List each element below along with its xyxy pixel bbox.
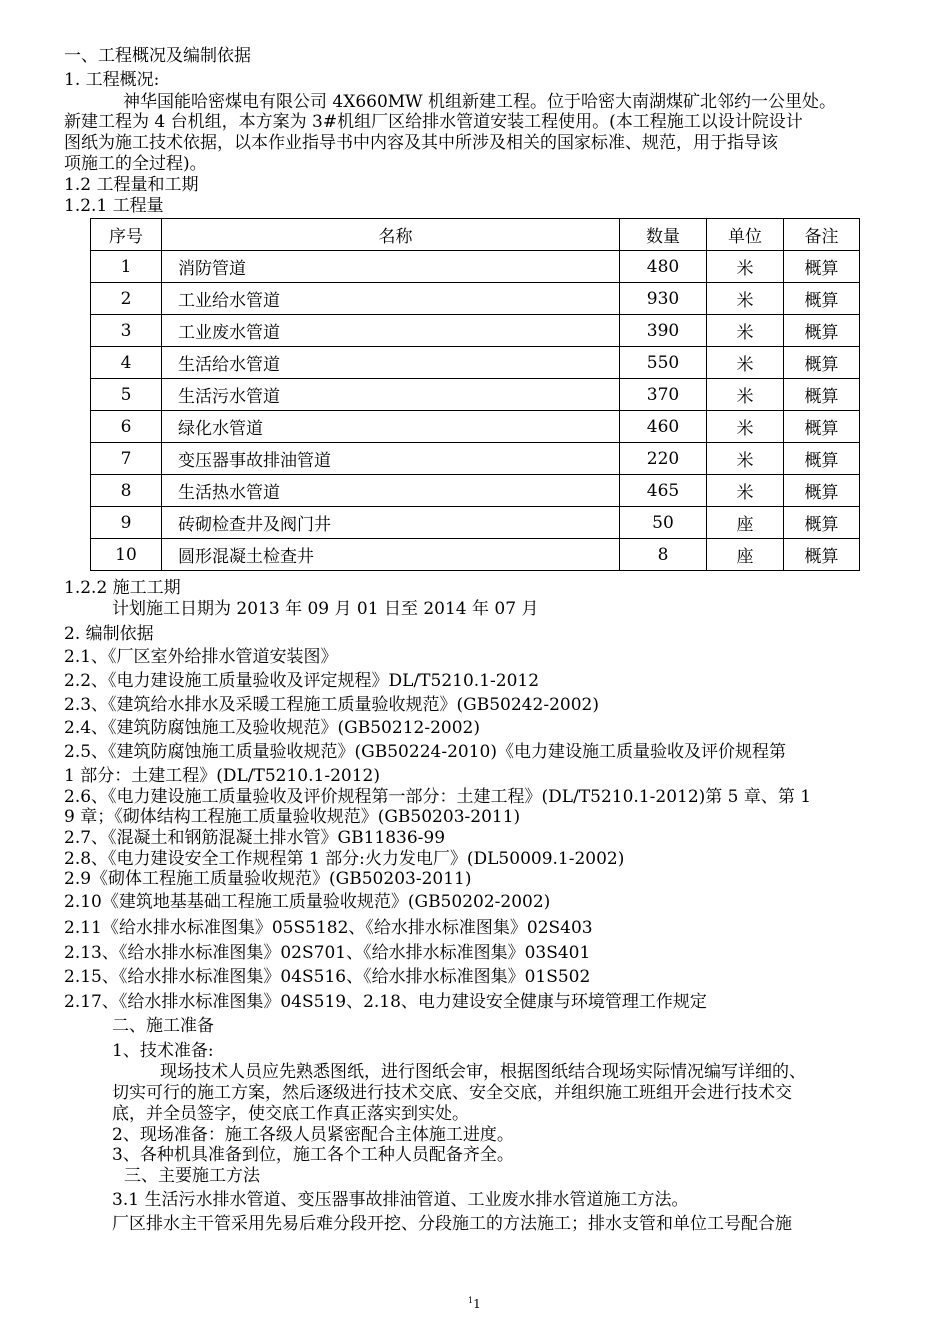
overview-line: 神华国能哈密煤电有限公司 4X660MW 机组新建工程。位于哈密大南湖煤矿北邻约一公里处。 <box>123 92 837 112</box>
cell-no: 4 <box>91 347 162 379</box>
cell-no: 6 <box>91 411 162 443</box>
basis-item: 2.5、《建筑防腐蚀施工质量验收规范》(GB50224-2010)《电力建设施工质量验收及评价规程第 <box>64 742 786 762</box>
basis-item: 2.15、《给水排水标准图集》04S516、《给水排水标准图集》01S502 <box>64 967 591 987</box>
section3-title: 三、主要施工方法 <box>124 1166 260 1186</box>
cell-unit: 座 <box>707 507 784 539</box>
header-unit: 单位 <box>707 219 784 251</box>
header-name: 名称 <box>162 219 620 251</box>
overview-line: 新建工程为 4 台机组，本方案为 3#机组厂区给排水管道安装工程使用。(本工程施工以设计院设计 <box>64 112 803 132</box>
tech-prep-heading: 1、技术准备: <box>112 1041 214 1061</box>
cell-name: 变压器事故排油管道 <box>162 443 620 475</box>
cell-note: 概算 <box>784 475 860 507</box>
cell-unit: 米 <box>707 475 784 507</box>
overview-line: 项施工的全过程)。 <box>64 154 207 174</box>
basis-item: 2.2、《电力建设施工质量验收及评定规程》DL/T5210.1-2012 <box>64 671 540 691</box>
table-row <box>91 251 860 283</box>
header-quantity: 数量 <box>620 219 707 251</box>
cell-note: 概算 <box>784 251 860 283</box>
overview-line: 图纸为施工技术依据，以本作业指导书中内容及其中所涉及相关的国家标准、规范，用于指导该 <box>64 133 778 153</box>
cell-quantity: 50 <box>620 507 707 539</box>
cell-note: 概算 <box>784 539 860 571</box>
cell-note: 概算 <box>784 315 860 347</box>
cell-no: 2 <box>91 283 162 315</box>
cell-quantity: 480 <box>620 251 707 283</box>
basis-item: 2.17、《给水排水标准图集》04S519、2.18、电力建设安全健康与环境管理工作规定 <box>64 992 707 1012</box>
tech-prep-line: 切实可行的施工方案，然后逐级进行技术交底、安全交底，并组织施工班组开会进行技术交 <box>112 1083 792 1103</box>
cell-quantity: 8 <box>620 539 707 571</box>
header-note: 备注 <box>784 219 860 251</box>
machine-prep: 3、各种机具准备到位，施工各个工种人员配备齐全。 <box>112 1145 514 1165</box>
header-no: 序号 <box>91 219 162 251</box>
table-row <box>91 379 860 411</box>
cell-name: 工业废水管道 <box>162 315 620 347</box>
cell-unit: 米 <box>707 411 784 443</box>
cell-note: 概算 <box>784 411 860 443</box>
table-row <box>91 475 860 507</box>
method-line: 厂区排水主干管采用先易后难分段开挖、分段施工的方法施工；排水支管和单位工号配合施 <box>112 1214 792 1234</box>
cell-name: 消防管道 <box>162 251 620 283</box>
cell-no: 1 <box>91 251 162 283</box>
basis-item: 2.9《砌体工程施工质量验收规范》(GB50203-2011) <box>64 869 472 889</box>
table-row <box>91 283 860 315</box>
tech-prep-line: 底，并全员签字，使交底工作真正落实到实处。 <box>112 1104 469 1124</box>
cell-quantity: 550 <box>620 347 707 379</box>
basis-item: 2.13、《给水排水标准图集》02S701、《给水排水标准图集》03S401 <box>64 943 591 963</box>
page-number <box>468 1296 481 1311</box>
basis-item: 1 部分：土建工程》(DL/T5210.1-2012) <box>64 766 380 786</box>
cell-no: 3 <box>91 315 162 347</box>
cell-name: 生活热水管道 <box>162 475 620 507</box>
basis-item: 2.7、《混凝土和钢筋混凝土排水管》GB11836-99 <box>64 828 446 848</box>
cell-no: 7 <box>91 443 162 475</box>
tech-prep-line: 现场技术人员应先熟悉图纸，进行图纸会审，根据图纸结合现场实际情况编写详细的、 <box>160 1062 806 1082</box>
cell-unit: 米 <box>707 443 784 475</box>
table-row <box>91 507 860 539</box>
cell-quantity: 930 <box>620 283 707 315</box>
page-number-sup: 1 <box>468 1296 474 1305</box>
overview-heading: 1. 工程概况: <box>64 70 160 90</box>
cell-no: 10 <box>91 539 162 571</box>
table-row <box>91 411 860 443</box>
section2-title: 二、施工准备 <box>112 1016 214 1036</box>
cell-name: 生活给水管道 <box>162 347 620 379</box>
heading-1-2-2: 1.2.2 施工工期 <box>64 578 181 598</box>
cell-unit: 米 <box>707 283 784 315</box>
basis-item: 2.1、《厂区室外给排水管道安装图》 <box>64 647 338 667</box>
cell-name: 砖砌检查井及阀门井 <box>162 507 620 539</box>
table-row <box>91 443 860 475</box>
heading-1-2-1: 1.2.1 工程量 <box>64 196 164 216</box>
schedule-text: 计划施工日期为 2013 年 09 月 01 日至 2014 年 07 月 <box>112 599 539 619</box>
cell-no: 5 <box>91 379 162 411</box>
cell-name: 绿化水管道 <box>162 411 620 443</box>
heading-2: 2. 编制依据 <box>64 624 154 644</box>
cell-quantity: 460 <box>620 411 707 443</box>
cell-unit: 米 <box>707 251 784 283</box>
cell-name: 圆形混凝土检查井 <box>162 539 620 571</box>
cell-unit: 米 <box>707 315 784 347</box>
cell-note: 概算 <box>784 283 860 315</box>
cell-note: 概算 <box>784 507 860 539</box>
cell-name: 工业给水管道 <box>162 283 620 315</box>
cell-quantity: 370 <box>620 379 707 411</box>
cell-no: 9 <box>91 507 162 539</box>
cell-note: 概算 <box>784 379 860 411</box>
table-row <box>91 315 860 347</box>
basis-item: 2.6、《电力建设施工质量验收及评价规程第一部分：土建工程》(DL/T5210.1-2012)第 5 章、第 1 <box>64 787 812 807</box>
page-number-main: 1 <box>473 1297 481 1311</box>
quantity-table <box>90 218 860 571</box>
table-row <box>91 539 860 571</box>
cell-unit: 米 <box>707 379 784 411</box>
cell-no: 8 <box>91 475 162 507</box>
table-row <box>91 347 860 379</box>
cell-note: 概算 <box>784 347 860 379</box>
basis-item: 2.8、《电力建设安全工作规程第 1 部分:火力发电厂》(DL50009.1-2002) <box>64 849 625 869</box>
heading-1-2: 1.2 工程量和工期 <box>64 175 199 195</box>
basis-item: 2.10《建筑地基基础工程施工质量验收规范》(GB50202-2002) <box>64 892 551 912</box>
section1-title: 一、工程概况及编制依据 <box>64 46 251 66</box>
table-header-row <box>91 219 860 251</box>
cell-unit: 座 <box>707 539 784 571</box>
basis-item: 2.3、《建筑给水排水及采暖工程施工质量验收规范》(GB50242-2002) <box>64 695 599 715</box>
basis-item: 2.4、《建筑防腐蚀施工及验收规范》(GB50212-2002) <box>64 718 480 738</box>
cell-name: 生活污水管道 <box>162 379 620 411</box>
cell-quantity: 220 <box>620 443 707 475</box>
basis-item: 2.11《给水排水标准图集》05S5182、《给水排水标准图集》02S403 <box>64 918 593 938</box>
cell-quantity: 390 <box>620 315 707 347</box>
cell-quantity: 465 <box>620 475 707 507</box>
basis-item: 9 章；《砌体结构工程施工质量验收规范》(GB50203-2011) <box>64 807 521 827</box>
cell-note: 概算 <box>784 443 860 475</box>
cell-unit: 米 <box>707 347 784 379</box>
heading-3-1: 3.1 生活污水排水管道、变压器事故排油管道、工业废水排水管道施工方法。 <box>112 1190 689 1210</box>
site-prep: 2、现场准备：施工各级人员紧密配合主体施工进度。 <box>112 1125 514 1145</box>
